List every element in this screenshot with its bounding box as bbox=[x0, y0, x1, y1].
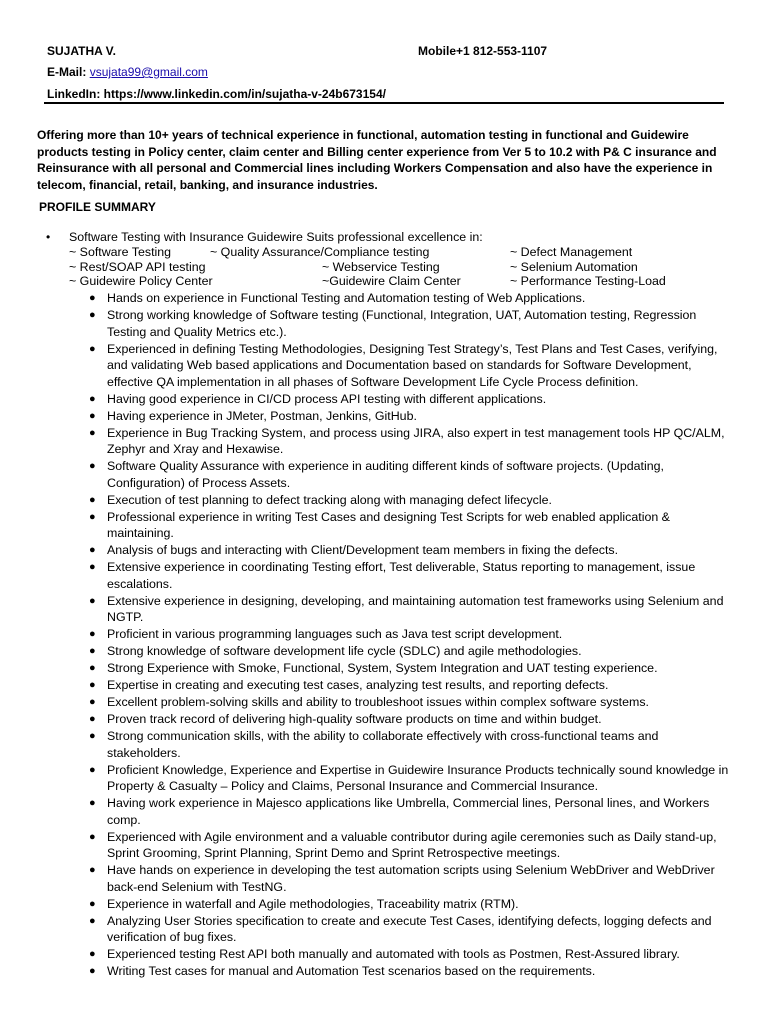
candidate-name: SUJATHA V. bbox=[47, 44, 116, 58]
bullet-dot-icon: ● bbox=[89, 544, 96, 556]
bullet-dot-icon: ● bbox=[89, 713, 96, 725]
bullet-text: Hands on experience in Functional Testing and Automation testing of Web Applications. bbox=[107, 291, 586, 305]
bullet-dot-icon: ● bbox=[89, 342, 96, 355]
skill-item: ~ Guidewire Policy Center bbox=[69, 274, 213, 288]
summary-bullet bbox=[90, 711, 735, 728]
bullet-text: Having experience in JMeter, Postman, Jenkins, GitHub. bbox=[107, 408, 417, 423]
summary-bullet bbox=[90, 341, 735, 391]
bullet-text: Experienced in defining Testing Methodologies, Designing Test Strategy’s, Test Plans and Test Cases, verifying, and validating Web based applications and Documentation based on standards for Software Development, effective QA implementation in all phases of Software Development Life Cycle Process definition. bbox=[107, 341, 718, 389]
bullet-text: Strong working knowledge of Software testing (Functional, Integration, UAT, Automation testing, Regression Testing and Quality Metrics etc.). bbox=[107, 308, 697, 339]
summary-bullet bbox=[90, 762, 735, 795]
summary-bullet bbox=[90, 795, 735, 828]
bullet-text: Strong Experience with Smoke, Functional, System, System Integration and UAT testing experience. bbox=[107, 661, 658, 675]
bullet-text: Expertise in creating and executing test cases, analyzing test results, and reporting defects. bbox=[107, 678, 609, 692]
skill-item: ~ Performance Testing-Load bbox=[510, 274, 666, 288]
summary-bullet bbox=[90, 728, 735, 761]
email-line bbox=[47, 65, 208, 79]
bullet-dot-icon: ● bbox=[89, 730, 96, 742]
skills-row bbox=[69, 245, 729, 260]
summary-bullet bbox=[90, 643, 735, 660]
skill-item: ~ Quality Assurance/Compliance testing bbox=[210, 245, 430, 259]
bullet-text: Software Quality Assurance with experience in auditing different kinds of software projects. (Updating, Configuration) of Process Assets. bbox=[107, 459, 664, 490]
intro-paragraph: Offering more than 10+ years of technical experience in functional, automation testing in functional and Guidewire products testing in Policy center, claim center and Billing center experience from Ver 5 to 10.2 with P& C insurance and Reinsurance with all personal and Commercial lines including Workers Compensation and also have the experience in telecom, financial, retail, banking, and insurance industries. bbox=[37, 128, 717, 192]
bullet-text: Execution of test planning to defect tracking along with managing defect lifecycle. bbox=[107, 492, 552, 507]
bullet-dot-icon: ● bbox=[89, 645, 96, 657]
bullet-dot-icon: ● bbox=[89, 392, 96, 405]
bullet-dot-icon: ● bbox=[89, 292, 96, 304]
summary-bullet bbox=[90, 862, 735, 895]
bullet-text: Proficient in various programming languages such as Java test script development. bbox=[107, 627, 563, 641]
summary-bullet bbox=[90, 660, 735, 677]
summary-bullet bbox=[90, 408, 735, 425]
summary-bullet bbox=[90, 391, 735, 408]
skill-item: ~Guidewire Claim Center bbox=[322, 274, 461, 288]
bullet-text: Writing Test cases for manual and Automation Test scenarios based on the requirements. bbox=[107, 964, 596, 978]
bullet-text: Experienced testing Rest API both manually and automated with tools as Postmen, Rest-Assured library. bbox=[107, 947, 680, 961]
skill-item: ~ Software Testing bbox=[69, 245, 172, 259]
summary-bullet bbox=[90, 458, 735, 491]
bullet-text: Have hands on experience in developing the test automation scripts using Selenium WebDriver and WebDriver back-end Selenium with TestNG. bbox=[107, 863, 715, 894]
header-divider bbox=[44, 102, 724, 104]
bullet-text: Analysis of bugs and interacting with Client/Development team members in fixing the defects. bbox=[107, 543, 619, 557]
skill-item: ~ Selenium Automation bbox=[510, 259, 638, 274]
bullet-dot-icon: ● bbox=[89, 763, 96, 776]
bullet-dot-icon: ● bbox=[89, 864, 96, 876]
bullet-text: Extensive experience in coordinating Testing effort, Test deliverable, Status reporting to management, issue escalations. bbox=[107, 560, 696, 591]
bullet-dot-icon: ● bbox=[89, 914, 96, 927]
top-bullet-text: Software Testing with Insurance Guidewire Suits professional excellence in: bbox=[69, 230, 483, 244]
summary-bullet bbox=[90, 559, 735, 592]
bullet-text: Having work experience in Majesco applications like Umbrella, Commercial lines, Personal lines, and Workers comp. bbox=[107, 796, 710, 827]
bullet-text: Strong communication skills, with the ability to collaborate effectively with cross-functional teams and stakeholders. bbox=[107, 729, 659, 760]
bullet-dot-icon: ● bbox=[89, 409, 96, 422]
summary-bullet bbox=[90, 307, 735, 340]
bullet-text: Proven track record of delivering high-quality software products on time and within budget. bbox=[107, 712, 602, 726]
bullet-text: Experienced with Agile environment and a valuable contributor during agile ceremonies such as Daily stand-up, Sprint Grooming, Sprint Planning, Sprint Demo and Sprint Retrospective meetings. bbox=[107, 829, 717, 860]
bullet-dot-icon: ● bbox=[89, 830, 96, 843]
email-label: E-Mail: bbox=[47, 65, 87, 79]
bullet-text: Analyzing User Stories specification to create and execute Test Cases, identifying defects, logging defects and verification of bug fixes. bbox=[107, 913, 712, 944]
bullet-dot-icon: ● bbox=[89, 460, 96, 472]
bullet-text: Professional experience in writing Test Cases and designing Test Scripts for web enabled application & maintaining. bbox=[107, 509, 670, 540]
bullet-dot-icon: ● bbox=[89, 965, 96, 977]
summary-bullet bbox=[90, 425, 735, 458]
summary-bullet bbox=[90, 963, 735, 980]
bullet-text: Proficient Knowledge, Experience and Expertise in Guidewire Insurance Products technically sound knowledge in Property & Casualty – Policy and Claims, Personal Insurance and Commercial Insurance. bbox=[107, 762, 729, 793]
bullet-text: Extensive experience in designing, developing, and maintaining automation test frameworks using Selenium and NGTP. bbox=[107, 593, 724, 624]
bullet-dot-icon: • bbox=[46, 230, 51, 244]
bullet-dot-icon: ● bbox=[89, 426, 96, 439]
bullet-dot-icon: ● bbox=[89, 948, 96, 960]
summary-bullet bbox=[90, 492, 735, 509]
bullet-dot-icon: ● bbox=[89, 594, 96, 607]
skill-item: ~ Webservice Testing bbox=[322, 259, 440, 274]
summary-bullet bbox=[90, 626, 735, 643]
summary-bullet bbox=[90, 677, 735, 694]
email-link[interactable]: vsujata99@gmail.com bbox=[89, 65, 208, 79]
summary-bullet bbox=[90, 829, 735, 862]
summary-bullet bbox=[90, 946, 735, 963]
summary-bullet bbox=[90, 542, 735, 559]
section-title-profile-summary: PROFILE SUMMARY bbox=[39, 200, 156, 214]
bullet-dot-icon: ● bbox=[89, 628, 96, 640]
bullet-dot-icon: ● bbox=[89, 309, 96, 321]
skill-item: ~ Defect Management bbox=[510, 245, 633, 259]
bullet-text: Excellent problem-solving skills and ability to troubleshoot issues within complex software systems. bbox=[107, 695, 649, 709]
summary-bullet bbox=[90, 593, 735, 626]
summary-bullet-list bbox=[90, 290, 735, 980]
skill-item: ~ Rest/SOAP API testing bbox=[69, 259, 206, 274]
bullet-dot-icon: ● bbox=[89, 696, 96, 708]
summary-bullet bbox=[90, 509, 735, 542]
summary-bullet bbox=[90, 913, 735, 946]
skills-grid bbox=[69, 245, 729, 289]
bullet-dot-icon: ● bbox=[89, 679, 96, 691]
bullet-text: Experience in waterfall and Agile methodologies, Traceability matrix (RTM). bbox=[107, 896, 519, 911]
summary-bullet bbox=[90, 896, 735, 913]
summary-bullet bbox=[90, 694, 735, 711]
bullet-dot-icon: ● bbox=[89, 510, 96, 523]
bullet-text: Having good experience in CI/CD process API testing with different applications. bbox=[107, 391, 547, 406]
summary-bullet bbox=[90, 290, 735, 307]
bullet-dot-icon: ● bbox=[89, 493, 96, 506]
skills-row bbox=[69, 260, 729, 275]
linkedin-line: LinkedIn: https://www.linkedin.com/in/sujatha-v-24b673154/ bbox=[47, 87, 386, 101]
bullet-dot-icon: ● bbox=[89, 897, 96, 910]
skills-row bbox=[69, 274, 729, 289]
mobile-number: Mobile+1 812-553-1107 bbox=[418, 44, 548, 58]
bullet-dot-icon: ● bbox=[89, 662, 96, 674]
bullet-text: Strong knowledge of software development life cycle (SDLC) and agile methodologies. bbox=[107, 644, 582, 658]
bullet-text: Experience in Bug Tracking System, and process using JIRA, also expert in test management tools HP QC/ALM, Zephyr and Xray and Hexawise. bbox=[107, 425, 725, 456]
bullet-dot-icon: ● bbox=[89, 797, 96, 809]
bullet-dot-icon: ● bbox=[89, 561, 96, 573]
